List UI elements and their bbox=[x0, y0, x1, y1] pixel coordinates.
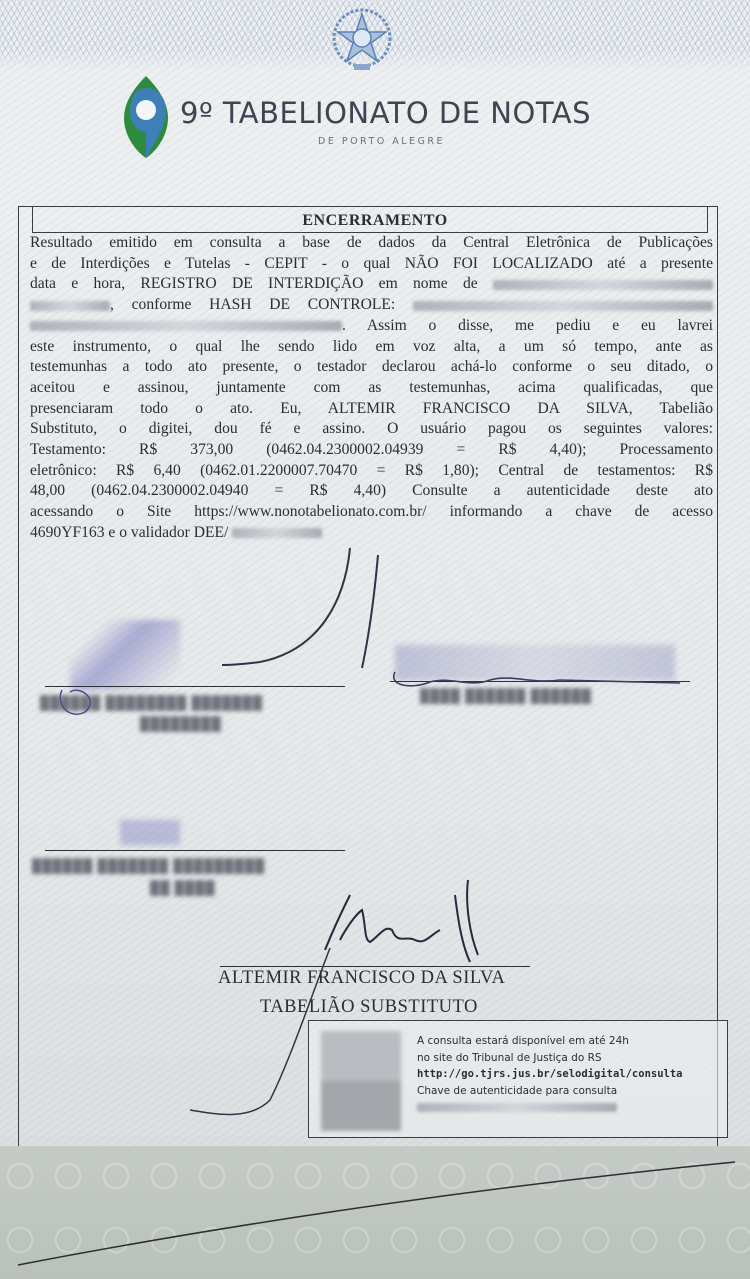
redacted-person-name-cont bbox=[30, 301, 110, 311]
notary-name: ALTEMIR FRANCISCO DA SILVA bbox=[218, 968, 506, 988]
digital-seal-box bbox=[308, 1020, 728, 1138]
security-pattern-band bbox=[0, 1146, 750, 1279]
seal-availability: A consulta estará disponível em até 24h bbox=[417, 1035, 629, 1047]
witness-1-signature-line bbox=[45, 686, 345, 687]
qr-code-icon bbox=[321, 1031, 401, 1131]
location-pin-9-icon bbox=[124, 74, 168, 160]
brazil-coat-of-arms-icon bbox=[326, 4, 398, 76]
body-line: e de Interdições e Tutelas - CEPIT - o qual NÃO FOI LOCALIZADO até a presente bbox=[30, 254, 713, 272]
seal-key-redacted bbox=[417, 1099, 727, 1116]
witness-3-signature bbox=[120, 820, 180, 845]
body-line: . Assim o disse, me pediu e eu lavrei bbox=[30, 316, 713, 337]
body-line: , conforme HASH DE CONTROLE: bbox=[30, 295, 713, 316]
body-line: testemunhas a todo ato presente, o testador declarou achá-lo conforme o seu ditado, o bbox=[30, 358, 713, 376]
seal-text bbox=[417, 1033, 727, 1116]
body-line: Resultado emitido em consulta a base de dados da Central Eletrônica de Publicações bbox=[30, 234, 713, 251]
redacted-validator bbox=[232, 528, 322, 538]
seal-key-label: Chave de autenticidade para consulta bbox=[417, 1084, 618, 1097]
redacted-hash bbox=[413, 301, 713, 311]
body-line: Substituto, o digitei, dou fé e assino. O usuário pagou os seguintes valores: bbox=[30, 420, 713, 438]
witness-1-signature bbox=[70, 620, 180, 690]
seal-court: no site do Tribunal de Justiça do RS bbox=[417, 1051, 602, 1064]
fee-line: 48,00 (0462.04.2300002.04940 = R$ 4,40) Consulte a autenticidade deste ato bbox=[30, 482, 713, 500]
access-key-line: 4690YF163 e o validador DEE/ bbox=[30, 523, 713, 544]
witness-1-role-redacted: ████████ bbox=[140, 716, 222, 731]
notary-role: TABELIÃO SUBSTITUTO bbox=[260, 997, 478, 1017]
section-title: ENCERRAMENTO bbox=[302, 212, 448, 229]
body-line: este instrumento, o qual lhe sendo lido em voz alta, a um só tempo, ante as bbox=[30, 337, 713, 355]
witness-2-name-redacted: ████ ██████ ██████ bbox=[420, 688, 592, 703]
witness-3-signature-line bbox=[45, 850, 345, 851]
closing-statement bbox=[30, 233, 713, 544]
body-line: presenciaram todo o ato. Eu, ALTEMIR FRANCISCO DA SILVA, Tabelião bbox=[30, 399, 713, 417]
seal-consult-link[interactable]: http://go.tjrs.jus.br/selodigital/consulta bbox=[417, 1068, 683, 1080]
redacted-hash-cont bbox=[30, 321, 342, 331]
redacted-person-name bbox=[493, 280, 713, 290]
fee-line: Testamento: R$ 373,00 (0462.04.2300002.04939 = R$ 4,40); Processamento bbox=[30, 441, 713, 459]
body-line: data e hora, REGISTRO DE INTERDIÇÃO em nome de bbox=[30, 274, 713, 295]
brand-title: 9º TABELIONATO DE NOTAS bbox=[180, 96, 592, 130]
body-line: aceitou e assinou, juntamente com as testemunhas, acima qualificadas, que bbox=[30, 378, 713, 396]
fee-line: eletrônico: R$ 6,40 (0462.01.2200007.70470 = R$ 1,80); Central de testamentos: R$ bbox=[30, 461, 713, 479]
witness-3-name-redacted: ██████ ███████ █████████ bbox=[32, 858, 266, 873]
witness-3-role-redacted: ██ ████ bbox=[150, 880, 216, 895]
site-line: acessando o Site https://www.nonotabelionato.com.br/ informando a chave de acesso bbox=[30, 503, 713, 521]
brand-subtitle: DE PORTO ALEGRE bbox=[318, 136, 446, 147]
witness-1-name-redacted: ██████ ████████ ███████ bbox=[40, 695, 263, 710]
witness-2-signature bbox=[395, 645, 675, 680]
witness-2-signature-line bbox=[390, 681, 690, 682]
